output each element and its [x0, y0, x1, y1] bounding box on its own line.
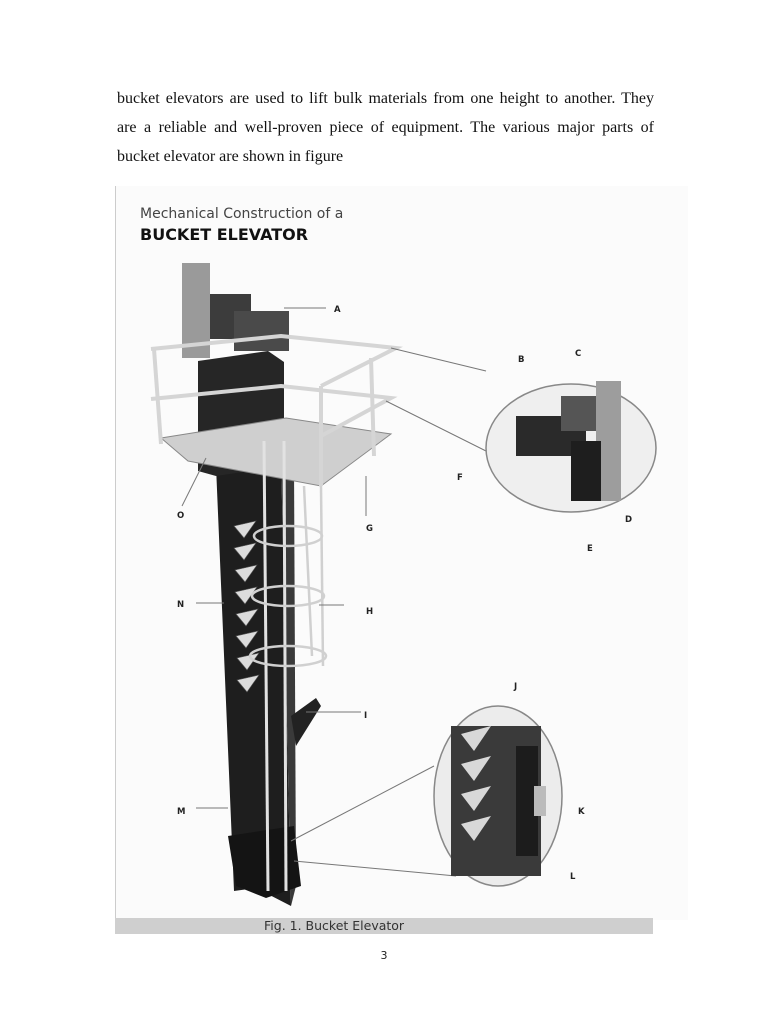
part-label-g: G	[366, 524, 373, 534]
part-label-d: D	[625, 515, 633, 525]
part-label-b: B	[518, 355, 525, 365]
figure-title-line2: BUCKET ELEVATOR	[140, 225, 309, 244]
bucket-elevator-illustration	[116, 186, 688, 920]
paragraph-line: bucket elevators are used to lift bulk materials from one height to another. They	[117, 90, 654, 107]
platform-deck	[161, 418, 391, 486]
paragraph-line: bucket elevator are shown in figure	[117, 148, 344, 165]
part-label-i: I	[364, 711, 368, 721]
paragraph-line: are a reliable and well-proven piece of equipment. The various major parts of	[117, 119, 654, 136]
body-paragraph	[117, 84, 654, 171]
part-label-e: E	[587, 544, 593, 554]
page-number: 3	[380, 949, 388, 962]
part-label-n: N	[177, 600, 185, 610]
drive-detail-inset	[486, 381, 656, 512]
gearbox	[234, 311, 289, 351]
caption-bar	[115, 918, 653, 934]
part-label-m: M	[177, 807, 186, 817]
part-label-k: K	[578, 807, 585, 817]
part-label-h: H	[366, 607, 374, 617]
part-label-f: F	[457, 473, 463, 483]
discharge-spout	[291, 698, 321, 746]
part-label-o: O	[177, 511, 185, 521]
bucket-elevator-figure	[115, 186, 688, 920]
part-label-c: C	[575, 349, 582, 359]
part-label-j: J	[514, 682, 518, 692]
part-label-a: A	[334, 305, 341, 315]
part-label-l: L	[570, 872, 576, 882]
figure-title-line1: Mechanical Construction of a	[140, 206, 344, 222]
figure-caption: Fig. 1. Bucket Elevator	[264, 918, 405, 933]
boot-detail-inset	[434, 706, 562, 886]
